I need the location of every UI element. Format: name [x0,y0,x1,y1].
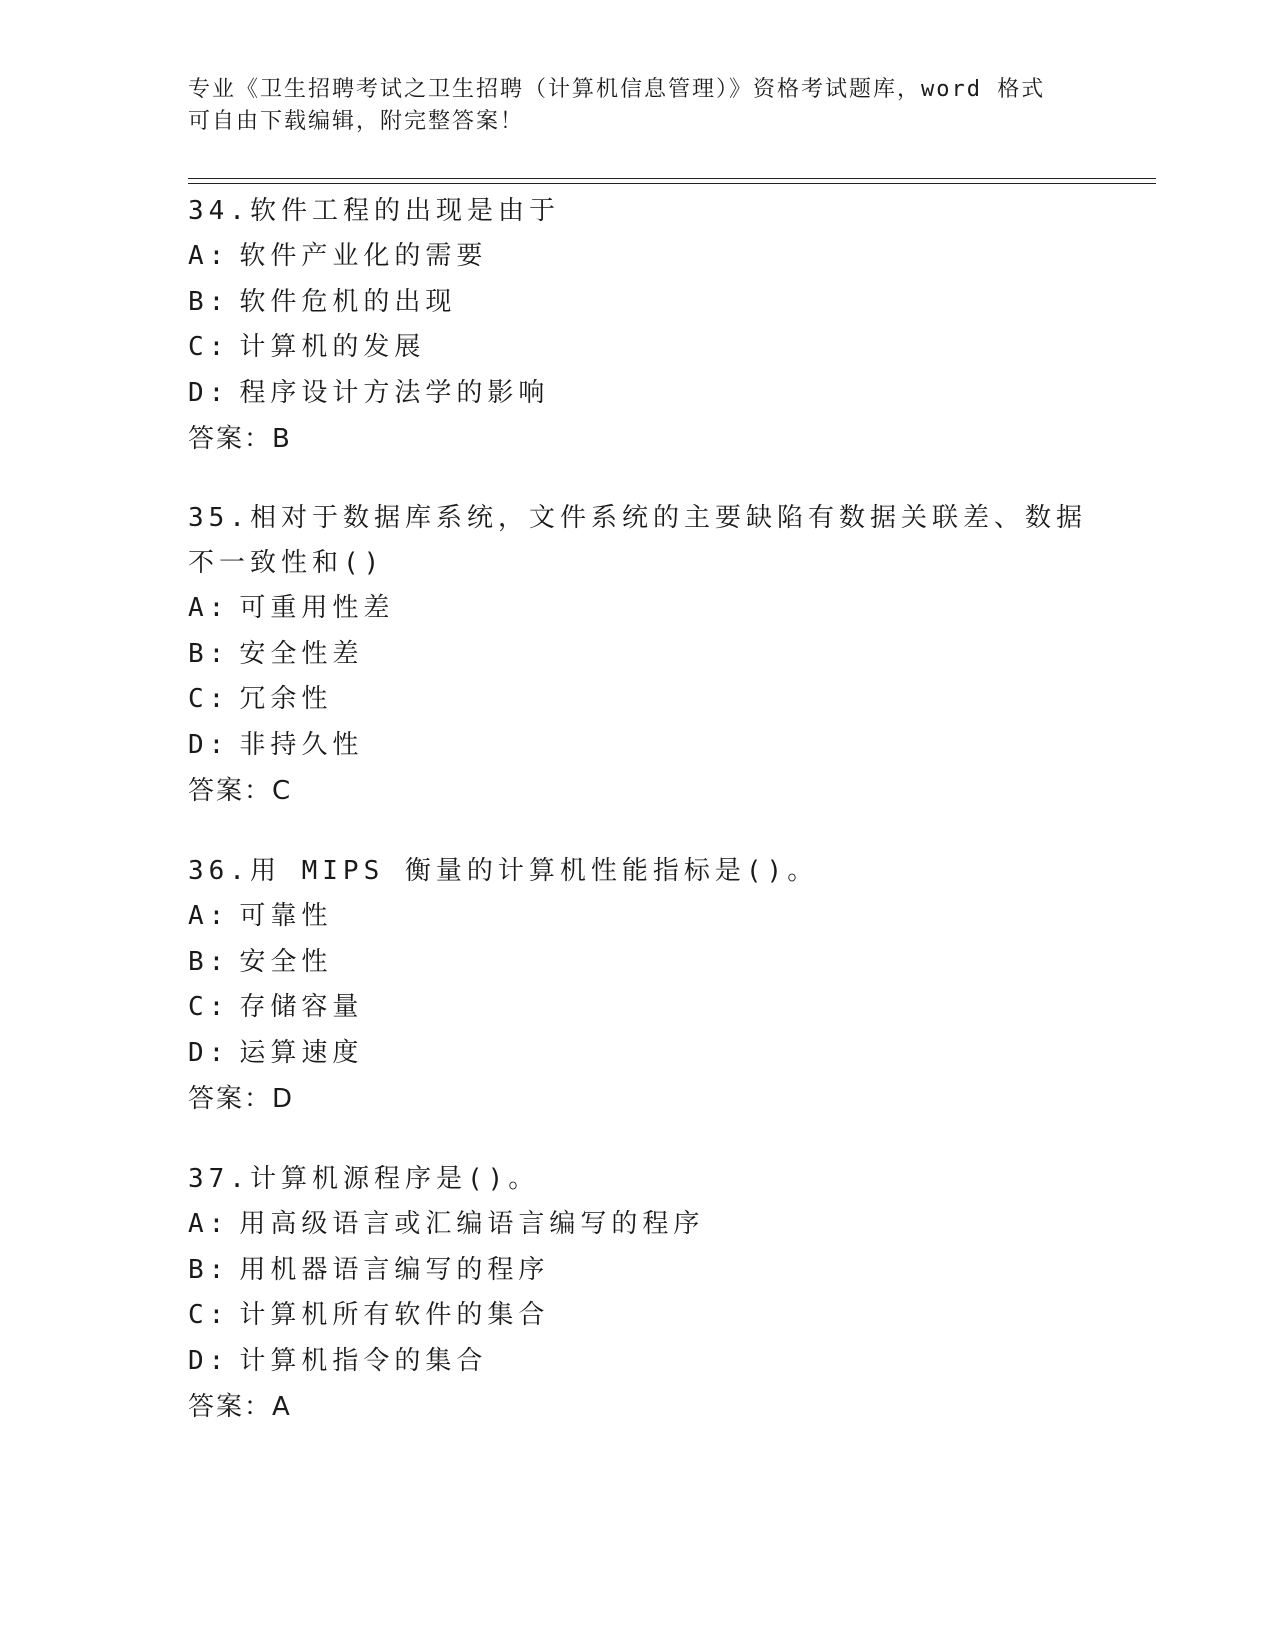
answer-line: 答案：A [188,1392,292,1422]
option-text: 软件产业化的需要 [239,241,488,271]
option-text: 可重用性差 [239,593,395,623]
option-b [188,280,1148,326]
option-a [188,894,1148,940]
header-divider-bottom [188,183,1156,184]
answer-line: 答案：B [188,424,292,454]
option-label: B: [188,286,230,317]
option-label: B: [188,638,230,669]
option-label: C: [188,1300,230,1330]
question-37 [188,1156,1148,1430]
option-a [188,1202,1148,1248]
option-label: D: [188,1345,230,1376]
option-label: A: [188,241,230,271]
option-text: 程序设计方法学的影响 [239,377,550,408]
option-text: 软件危机的出现 [239,286,457,317]
option-label: A: [188,593,230,623]
header-divider-top [188,178,1156,179]
option-text: 用机器语言编写的程序 [239,1254,550,1285]
option-d [188,1339,1148,1385]
question-number: 35. [188,503,250,533]
option-b [188,1248,1148,1294]
option-a [188,586,1148,632]
option-label: D: [188,729,230,760]
option-text: 非持久性 [239,729,364,760]
option-b [188,940,1148,986]
answer-line: 答案：C [188,776,293,806]
option-d [188,371,1148,417]
option-d [188,1031,1148,1077]
option-text: 计算机所有软件的集合 [239,1300,550,1330]
option-text: 计算机的发展 [239,332,426,362]
option-text: 存储容量 [239,992,364,1022]
question-number: 36. [188,856,250,886]
option-text: 用高级语言或汇编语言编写的程序 [239,1209,705,1239]
option-a [188,234,1148,280]
option-text: 冗余性 [239,684,333,714]
option-text: 运算速度 [239,1037,364,1068]
option-c [188,325,1148,371]
option-text: 计算机指令的集合 [239,1345,488,1376]
option-label: A: [188,1209,230,1239]
option-label: B: [188,946,230,977]
option-d [188,723,1148,769]
document-header [188,74,1088,138]
option-text: 安全性差 [239,638,364,669]
option-c [188,985,1148,1031]
question-35 [188,496,1148,814]
option-label: C: [188,684,230,714]
question-number: 34. [188,196,250,226]
question-text: 计算机源程序是()。 [249,1164,540,1194]
question-34 [188,188,1148,462]
question-text: 相对于数据库系统，文件系统的主要缺陷有数据关联差、数据不一致性和() [188,503,1087,578]
option-c [188,677,1148,723]
question-number: 37. [188,1164,250,1194]
option-label: D: [188,377,230,408]
header-line-1: 专业《卫生招聘考试之卫生招聘（计算机信息管理）》资格考试题库，word 格式 [188,77,1046,102]
option-label: B: [188,1254,230,1285]
option-c [188,1293,1148,1339]
option-label: D: [188,1037,230,1068]
option-text: 可靠性 [239,901,333,931]
option-b [188,632,1148,678]
question-36 [188,848,1148,1122]
answer-line: 答案：D [188,1084,295,1114]
option-label: A: [188,901,230,931]
option-label: C: [188,992,230,1022]
header-line-2: 可自由下载编辑，附完整答案！ [188,109,525,134]
option-text: 安全性 [239,946,333,977]
option-label: C: [188,332,230,362]
question-text: 软件工程的出现是由于 [249,196,560,226]
question-text: 用 MIPS 衡量的计算机性能指标是()。 [249,856,819,886]
question-list [188,188,1148,1464]
